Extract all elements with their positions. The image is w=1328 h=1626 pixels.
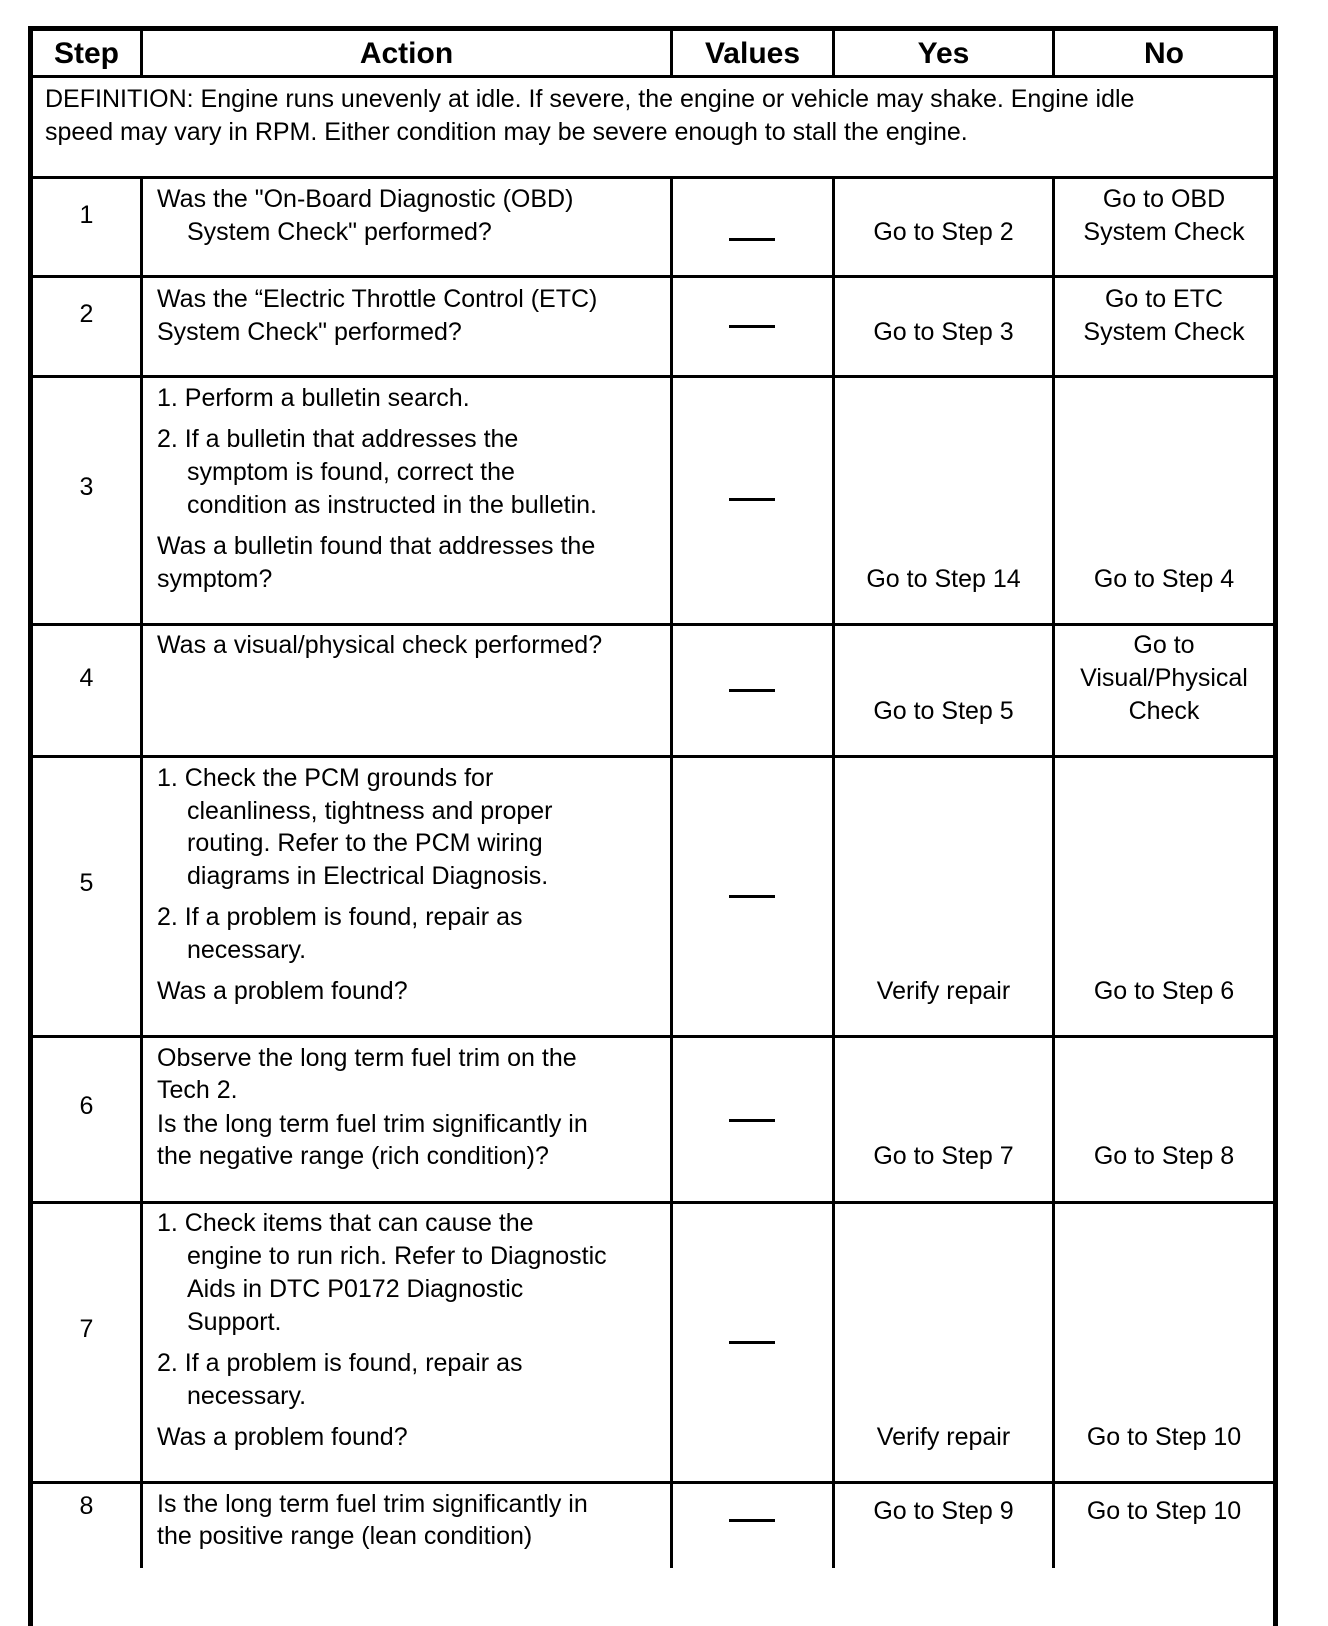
action-text: Is the long term fuel trim significantly in (157, 1490, 588, 1518)
action-text: Is the long term fuel trim significantly in (157, 1110, 588, 1138)
row-divider (30, 1201, 1276, 1204)
yes-action: Go to Step 2 (873, 218, 1014, 246)
step-number: 6 (79, 1092, 94, 1120)
no-action: Go to Step 10 (1086, 1423, 1242, 1451)
action-text: 1. Perform a bulletin search. (157, 384, 470, 412)
definition-divider (30, 176, 1276, 179)
value-dash (729, 498, 775, 501)
action-text: Was a visual/physical check performed? (157, 631, 603, 659)
yes-action: Go to Step 3 (873, 318, 1014, 346)
action-text: 2. If a problem is found, repair as (157, 903, 523, 931)
yes-action: Go to Step 14 (866, 565, 1021, 593)
yes-action: Go to Step 7 (873, 1142, 1014, 1170)
value-dash (729, 689, 775, 692)
action-text: diagrams in Electrical Diagnosis. (187, 862, 549, 890)
no-action: Go to ETC (1104, 285, 1224, 313)
definition-text: DEFINITION: Engine runs unevenly at idle. If severe, the engine or vehicle may shake. Engine idle (45, 85, 1135, 113)
value-dash (729, 1119, 775, 1122)
header-divider (30, 75, 1276, 78)
column-divider (1052, 176, 1055, 1568)
yes-action: Verify repair (876, 977, 1011, 1005)
action-text: 2. If a bulletin that addresses the (157, 425, 519, 453)
action-text: Aids in DTC P0172 Diagnostic (187, 1275, 524, 1303)
value-dash (729, 895, 775, 898)
header-action: Action (359, 37, 454, 70)
column-divider (140, 176, 143, 1568)
no-action: Go to (1133, 631, 1195, 659)
action-text: condition as instructed in the bulletin. (187, 491, 597, 519)
column-divider (670, 176, 673, 1568)
value-dash (729, 1341, 775, 1344)
action-text: routing. Refer to the PCM wiring (187, 829, 543, 857)
step-number: 2 (79, 300, 94, 328)
step-number: 1 (79, 201, 94, 229)
action-text: Was a bulletin found that addresses the (157, 532, 596, 560)
yes-action: Verify repair (876, 1423, 1011, 1451)
action-text: engine to run rich. Refer to Diagnostic (187, 1242, 607, 1270)
action-text: System Check" performed? (187, 218, 492, 246)
action-text: necessary. (187, 936, 307, 964)
yes-action: Go to Step 9 (873, 1497, 1014, 1525)
action-text: Was a problem found? (157, 977, 408, 1005)
no-action: System Check (1083, 318, 1245, 346)
row-divider (30, 755, 1276, 758)
action-text: System Check" performed? (157, 318, 462, 346)
action-text: cleanliness, tightness and proper (187, 797, 553, 825)
action-text: Observe the long term fuel trim on the (157, 1044, 577, 1072)
action-text: Support. (187, 1308, 282, 1336)
step-number: 3 (79, 473, 94, 501)
row-divider (30, 375, 1276, 378)
no-action: Go to OBD (1102, 185, 1226, 213)
value-dash (729, 1519, 775, 1522)
action-text: 2. If a problem is found, repair as (157, 1349, 523, 1377)
action-text: the positive range (lean condition) (157, 1522, 533, 1550)
row-divider (30, 623, 1276, 626)
row-divider (30, 1035, 1276, 1038)
action-text: 1. Check the PCM grounds for (157, 764, 494, 792)
row-divider (30, 275, 1276, 278)
header-values: Values (704, 37, 801, 70)
step-number: 4 (79, 664, 94, 692)
step-number: 7 (79, 1315, 94, 1343)
no-action: Go to Step 10 (1086, 1497, 1242, 1525)
action-text: the negative range (rich condition)? (157, 1142, 549, 1170)
no-action: System Check (1083, 218, 1245, 246)
no-action: Check (1128, 697, 1200, 725)
action-text: necessary. (187, 1382, 307, 1410)
no-action: Visual/Physical (1080, 664, 1248, 692)
action-text: Was the "On-Board Diagnostic (OBD) (157, 185, 574, 213)
header-step: Step (53, 37, 119, 70)
column-divider (832, 176, 835, 1568)
value-dash (729, 325, 775, 328)
action-text: Tech 2. (157, 1076, 238, 1104)
step-number: 5 (79, 869, 94, 897)
header-no: No (1144, 37, 1184, 70)
yes-action: Go to Step 5 (873, 697, 1014, 725)
no-action: Go to Step 6 (1093, 977, 1235, 1005)
header-yes: Yes (917, 37, 970, 70)
no-action: Go to Step 4 (1093, 565, 1235, 593)
value-dash (729, 238, 775, 241)
definition-text: speed may vary in RPM. Either condition may be severe enough to stall the engine. (45, 118, 968, 146)
step-number: 8 (79, 1492, 94, 1520)
action-text: Was a problem found? (157, 1423, 408, 1451)
no-action: Go to Step 8 (1093, 1142, 1235, 1170)
row-divider (30, 1481, 1276, 1484)
action-text: Was the “Electric Throttle Control (ETC) (157, 285, 598, 313)
action-text: symptom? (157, 565, 273, 593)
action-text: symptom is found, correct the (187, 458, 515, 486)
action-text: 1. Check items that can cause the (157, 1209, 534, 1237)
